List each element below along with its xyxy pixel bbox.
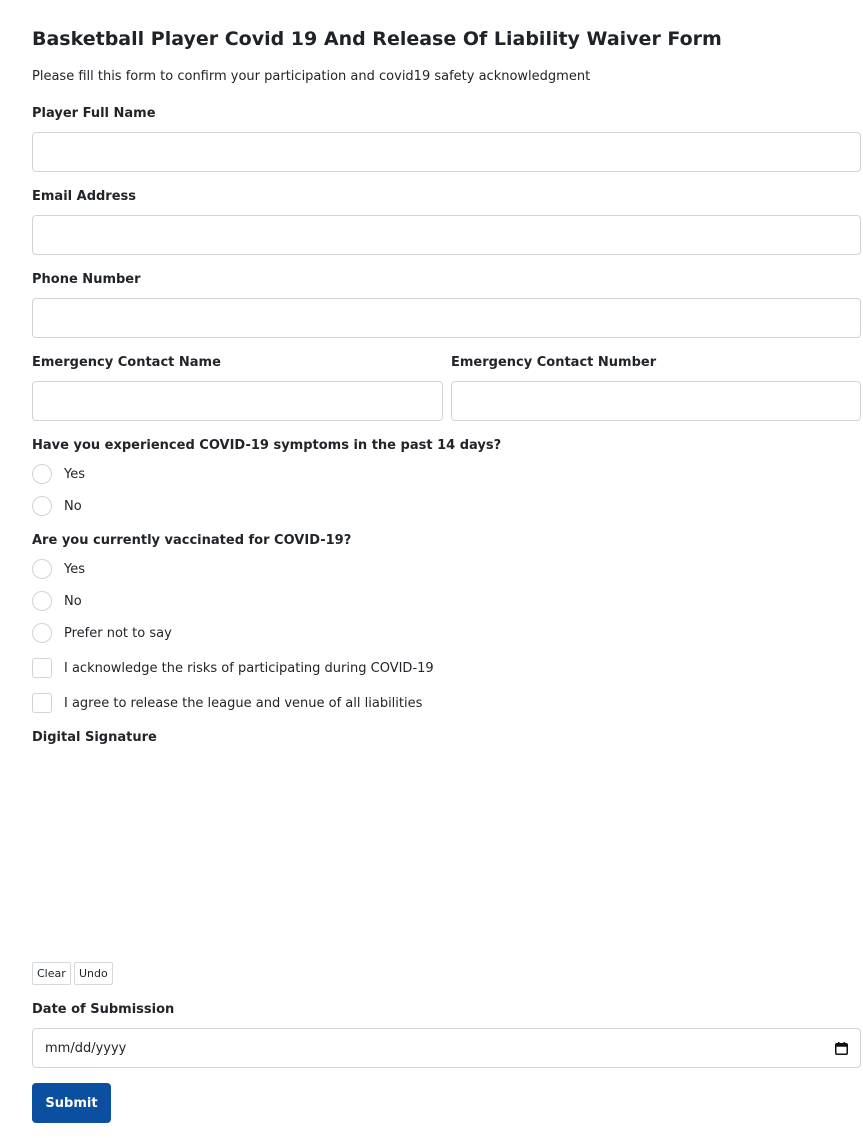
vaccinated-option-yes[interactable] <box>32 558 85 580</box>
ack-risks-option[interactable] <box>32 657 434 679</box>
vaccinated-option-prefer-not[interactable] <box>32 622 172 644</box>
date-placeholder: mm/dd/yyyy <box>45 1040 127 1056</box>
page-title: Basketball Player Covid 19 And Release Of Liability Waiver Form <box>32 28 722 50</box>
vaccinated-prefer-not-label: Prefer not to say <box>64 625 172 641</box>
symptoms-no-radio[interactable] <box>32 496 52 516</box>
email-input[interactable] <box>32 215 861 255</box>
vaccinated-yes-radio[interactable] <box>32 559 52 579</box>
emergency-name-input[interactable] <box>32 381 443 421</box>
vaccinated-yes-label: Yes <box>64 561 85 577</box>
ack-risks-checkbox[interactable] <box>32 658 52 678</box>
vaccinated-question: Are you currently vaccinated for COVID-19? <box>32 533 352 548</box>
symptoms-question: Have you experienced COVID-19 symptoms in the past 14 days? <box>32 438 502 453</box>
date-input[interactable] <box>32 1028 861 1068</box>
full-name-input[interactable] <box>32 132 861 172</box>
signature-pad[interactable] <box>32 756 861 954</box>
emergency-number-input[interactable] <box>451 381 861 421</box>
emergency-number-label: Emergency Contact Number <box>451 355 657 370</box>
form-intro: Please fill this form to confirm your participation and covid19 safety acknowledgment <box>32 69 591 84</box>
phone-input[interactable] <box>32 298 861 338</box>
symptoms-option-no[interactable] <box>32 495 82 517</box>
ack-release-checkbox[interactable] <box>32 693 52 713</box>
symptoms-no-label: No <box>64 498 82 514</box>
signature-clear-button[interactable]: Clear <box>32 962 71 985</box>
vaccinated-no-radio[interactable] <box>32 591 52 611</box>
vaccinated-prefer-not-radio[interactable] <box>32 623 52 643</box>
submit-button[interactable]: Submit <box>32 1083 111 1123</box>
emergency-name-label: Emergency Contact Name <box>32 355 221 370</box>
signature-label: Digital Signature <box>32 730 157 745</box>
full-name-label: Player Full Name <box>32 106 156 121</box>
ack-release-label: I agree to release the league and venue of all liabilities <box>64 695 423 711</box>
vaccinated-option-no[interactable] <box>32 590 82 612</box>
calendar-icon[interactable] <box>834 1041 848 1055</box>
symptoms-option-yes[interactable] <box>32 463 85 485</box>
ack-release-option[interactable] <box>32 692 422 714</box>
vaccinated-no-label: No <box>64 593 82 609</box>
signature-undo-button[interactable]: Undo <box>74 962 113 985</box>
email-label: Email Address <box>32 189 137 204</box>
date-label: Date of Submission <box>32 1002 175 1017</box>
ack-risks-label: I acknowledge the risks of participating during COVID-19 <box>64 660 434 676</box>
symptoms-yes-radio[interactable] <box>32 464 52 484</box>
symptoms-yes-label: Yes <box>64 466 85 482</box>
phone-label: Phone Number <box>32 272 141 287</box>
